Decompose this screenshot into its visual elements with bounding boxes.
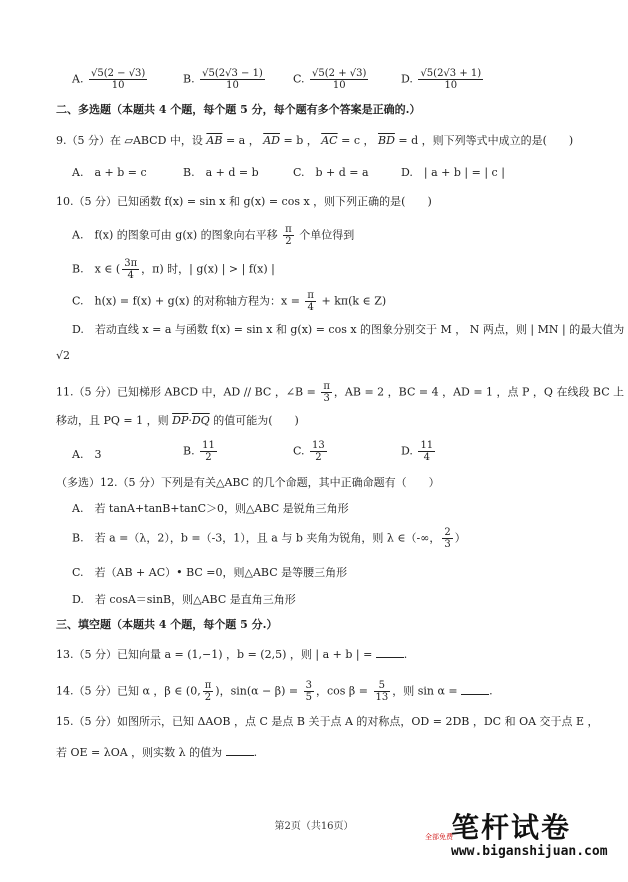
q9-option-c: C. b + d = a [293,166,369,179]
logo-url: www.biganshijuan.com [451,844,608,859]
fraction: $\frac{5}{13}$ [375,680,389,703]
logo-badge: 全部免费 [425,833,453,841]
q15-stem-cont: 若 OE = λOA ，则实数 λ 的值为 . [56,746,258,759]
site-logo [425,806,621,862]
q9-option-b: B. a + d = b [183,166,259,179]
q12-option-c: C. 若（AB + AC）• BC =0，则△ABC 是等腰三角形 [72,566,348,579]
fraction: $\frac{√5(2 - √3)}{10}$ [90,68,146,91]
q15-stem: 15.（5 分）如图所示，已知 ΔAOB ，点 C 是点 B 关于点 A 的对称点，OD = 2DB ，DC 和 OA 交于点 E ， [56,715,599,728]
fraction: $\frac{√5(2√3 - 1)}{10}$ [202,68,263,91]
q12-stem: （多选）12.（5 分）下列是有关△ABC 的几个命题，其中正确命题有（ ） [56,476,440,489]
fraction: $\frac{2}{3}$ [444,527,451,550]
answer-blank [226,745,254,756]
q12-option-a: A. 若 tanA+tanB+tanC＞0，则△ABC 是锐角三角形 [72,502,349,515]
logo-text: 笔杆试卷 [451,811,572,844]
q13-stem: 13.（5 分）已知向量 a = (1,−1) ，b = (2,5) ，则 | a + b | = . [56,648,408,661]
q11-option-d: D. $\frac{11}{4}$ [401,440,434,463]
q12-option-d: D. 若 cosA＝sinB，则△ABC 是直角三角形 [72,593,296,606]
q9-stem: 9.（5 分）在 ▱ABCD 中，设 $\overline{AB} = a$ ， $\overline{AD} = b$ ， $\overline{AC} = c$ ， $\overline{BD} = d$ ，则下列等式中成立的是( ) [56,134,574,147]
q10-option-b: B. x ∈ ( $\frac{3\pi}{4}$ ，π) 时，| g(x) | > | f(x) | [72,258,275,281]
q11-option-b: B. $\frac{11}{2}$ [183,440,215,463]
q10-option-d-cont: √2 [56,349,71,362]
q8-option-d: D. $\frac{√5(2√3 + 1)}{10}$ [401,68,482,91]
q14-stem: 14.（5 分）已知 α ，β ∈ (0, $\frac{\pi}{2}$ )，sin(α − β) = $\frac{3}{5}$ ，cos β = $\frac{5}{13}$ ，则 sin α = . [56,680,493,703]
fraction: $\frac{\pi}{2}$ [204,680,212,703]
page-footer: 第2页（共16页） [274,821,354,832]
q11-stem: 11.（5 分）已知梯形 ABCD 中，AD // BC ，∠B = $\frac{\pi}{3}$ ，AB = 2 ，BC = 4 ，AD = 1 ，点 P ，Q 在线段 BC 上 [56,381,625,404]
q10-option-d: D. 若动直线 x = a 与函数 f(x) = sin x 和 g(x) = cos x 的图象分别交于 M ， N 两点，则 | MN | 的最大值为 [72,323,625,336]
q11-option-a: A. 3 [72,448,102,461]
fraction: $\frac{√5(2 + √3)}{10}$ [312,68,367,91]
fraction: $\frac{11}{4}$ [420,440,434,463]
fraction: $\frac{3\pi}{4}$ [124,258,138,281]
q10-option-c: C. h(x) = f(x) + g(x) 的对称轴方程为：x = $\frac{\pi}{4}$ + kπ(k ∈ Z) [72,290,387,313]
q10-option-a: A. f(x) 的图象可由 g(x) 的图象向右平移 $\frac{\pi}{2}$ 个单位得到 [72,224,355,247]
q11-stem-cont: 移动，且 PQ = 1 ，则 $\overline{DP}\cdot\overline{DQ}$ 的值可能为( ) [56,414,299,427]
q10-stem: 10.（5 分）已知函数 f(x) = sin x 和 g(x) = cos x ，则下列正确的是( ) [56,195,432,208]
q8-option-c: C. $\frac{√5(2 + √3)}{10}$ [293,68,367,91]
q12-option-b: B. 若 a =（λ，2），b =（-3，1），且 a 与 b 夹角为锐角，则 λ ∈（-∞， $\frac{2}{3}$ ） [72,527,466,550]
answer-blank [461,684,489,695]
answer-blank [376,647,404,658]
fraction: $\frac{\pi}{2}$ [285,224,292,247]
q11-option-c: C. $\frac{13}{2}$ [293,440,325,463]
section-heading-multi: 二、多选题（本题共 4 个题，每个题 5 分，每个题有多个答案是正确的.） [56,103,421,116]
fraction: $\frac{√5(2√3 + 1)}{10}$ [420,68,482,91]
q9-option-d: D. | a + b | = | c | [401,166,505,179]
q8-option-b: B. $\frac{√5(2√3 - 1)}{10}$ [183,68,263,91]
fraction: $\frac{\pi}{4}$ [307,290,314,313]
fraction: $\frac{3}{5}$ [305,680,312,703]
section-heading-fill: 三、填空题（本题共 4 个题，每个题 5 分.） [56,618,278,631]
fraction: $\frac{\pi}{3}$ [323,381,330,404]
q9-option-a: A. a + b = c [72,166,147,179]
q8-option-a: A. $\frac{√5(2 - √3)}{10}$ [72,68,146,91]
fraction: $\frac{11}{2}$ [202,440,215,463]
fraction: $\frac{13}{2}$ [312,440,325,463]
